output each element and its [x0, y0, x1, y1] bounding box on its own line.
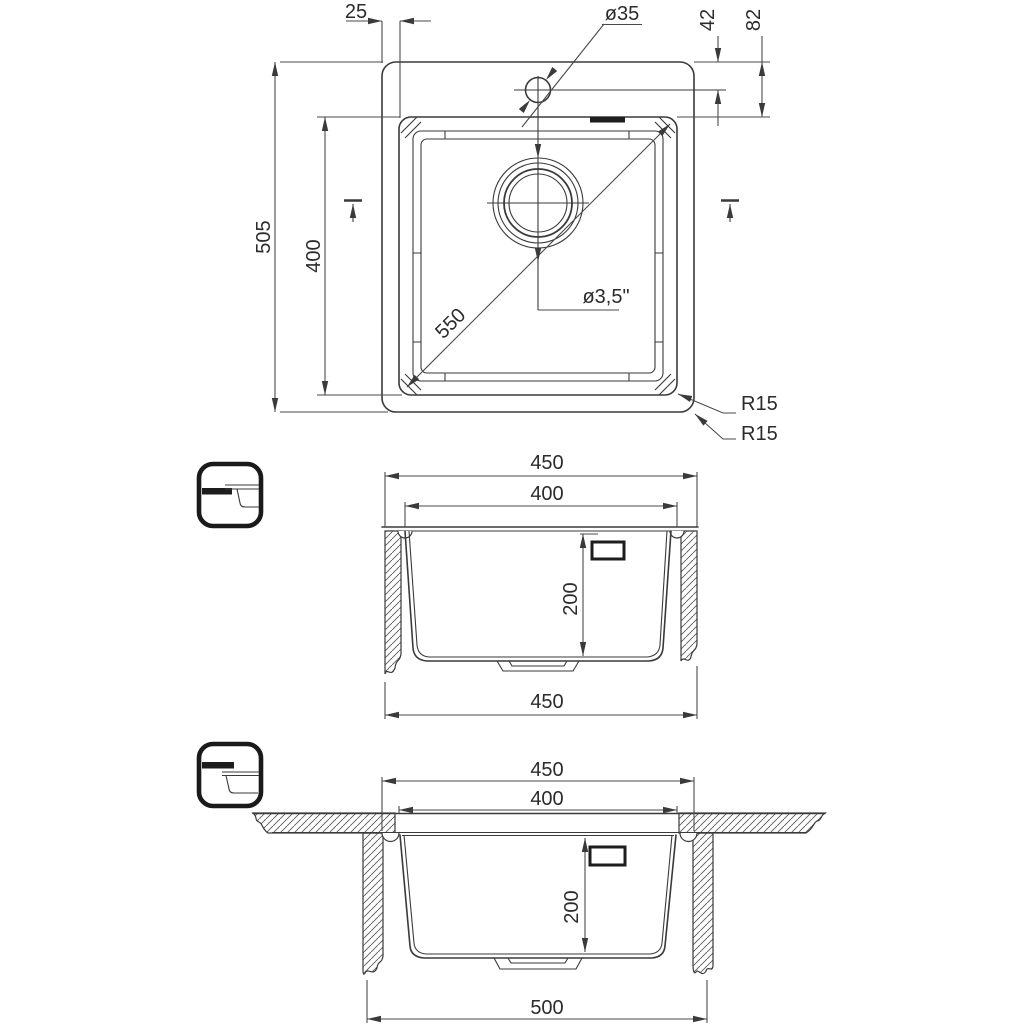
- dim-label-overall-depth: 505: [253, 220, 275, 254]
- overflow-slot-flush: [592, 542, 624, 559]
- top-view-arrowheads: [272, 18, 765, 426]
- flush-overall-width-label: 450: [530, 452, 564, 474]
- dim-label-hole-offset: 42: [697, 8, 719, 32]
- dim-label-radius-basin: R15: [741, 393, 778, 415]
- dim-label-edge-offset: 25: [344, 1, 368, 23]
- dim-label-faucet-hole: ø35: [604, 3, 640, 25]
- flush-depth-label: 200: [560, 582, 582, 616]
- rim-edge-left: [382, 833, 399, 842]
- worktop-slab-right: [679, 813, 825, 833]
- worktop-slab-left: [253, 813, 395, 833]
- flush-mount-icon: [199, 464, 261, 526]
- faucet-leader-line: [522, 24, 604, 127]
- top-view: [253, 1, 778, 445]
- inset-cabinet-width-label: 500: [530, 997, 564, 1019]
- dim-label-radius-outer: R15: [741, 423, 778, 445]
- flush-bowl-width-label: 400: [530, 483, 564, 505]
- flush-dimension-lines: [385, 472, 697, 719]
- dim-label-basin-offset: 82: [743, 8, 765, 32]
- dim-label-diagonal: 550: [431, 304, 471, 344]
- dim-label-drain-diameter: ø3,5": [582, 286, 630, 308]
- top-view-dimension-lines: [275, 21, 770, 439]
- clip-mark-right: [721, 201, 739, 223]
- inset-depth-label: 200: [561, 890, 583, 924]
- clip-mark-left: [344, 201, 362, 223]
- basin-profile-flush: [405, 531, 671, 671]
- inset-bowl-width-label: 400: [530, 788, 564, 810]
- countertop-cutout-right: [681, 531, 697, 661]
- overflow-slot-inset: [590, 847, 625, 865]
- cabinet-wall-left: [363, 833, 383, 974]
- section-inset-mount: [199, 744, 825, 1023]
- flush-cutout-width-label: 450: [530, 691, 564, 713]
- countertop-cutout-left: [385, 531, 401, 674]
- overflow-slot-top: [590, 117, 625, 123]
- cabinet-wall-right: [693, 833, 713, 974]
- section-flush-mount: [199, 452, 698, 719]
- inset-overall-width-label: 450: [530, 759, 564, 781]
- flush-arrowheads: [385, 473, 697, 718]
- dim-label-basin-depth: 400: [303, 239, 325, 273]
- inset-mount-icon: [199, 744, 261, 806]
- inset-arrowheads: [367, 778, 707, 1022]
- basin-profile-inset: [400, 835, 676, 969]
